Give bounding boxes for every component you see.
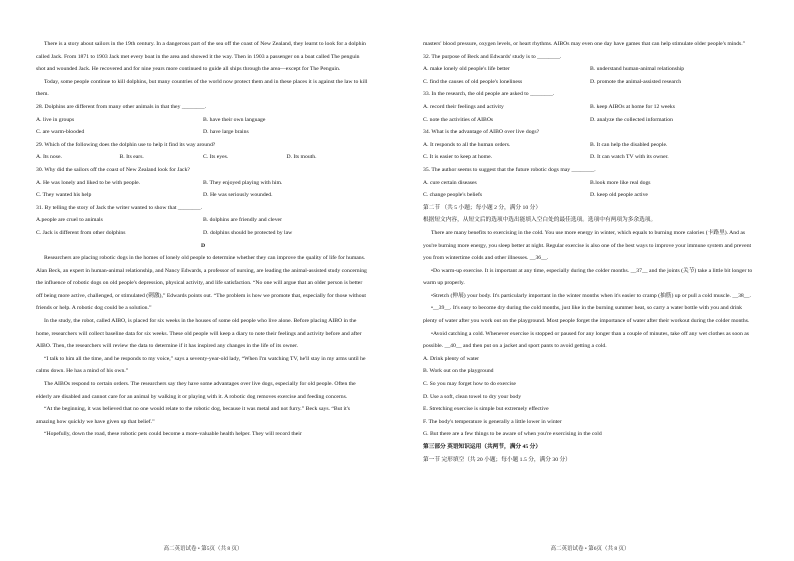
option: B. understand human-animal relationship [590,66,685,73]
gap-option: D. Use a soft, clean towel to dry your body [423,393,522,400]
option: B. dolphins are friendly and clever [203,217,282,224]
question-33: 33. In the research, the old people are asked to ________. [423,91,555,98]
option: C. Its eyes. [203,154,229,161]
question-options [423,139,757,152]
passage-d-paragraph: In the study, the robot, called AIBO, is placed for six weeks in the houses of some old people who live alone. Before placing AIBO in the home, researchers will collect baseline data for six weeks. These old people will keep a diary to note their feelings and activity before and after AIBO. Then, the researchers will review the data to determine if it has inspired any changes in the life of its owner. [36,318,362,350]
passage-d-paragraph: Researchers are placing robotic dogs in the homes of lonely old people to determine whether they can improve the quality of life for humans. Alan Beck, an expert in human-animal relationship, and Nancy Edwards, a professor of nursing, are leading the animal-assisted study concerning the influence of robotic dogs on old people's depression, physical activity, and life satisfaction. “No one will argue that an older person is better off being more active, challenged, or stimulated (刺激),” Edwards points out. “The problem is how we promote that, especially for those without friends or help. A robotic dog could be a solution.” [36,255,367,312]
question-options [423,151,757,164]
passage-c-paragraph: There is a story about sailors in the 19th century. In a dangerous part of the sea off the coast of New Zealand, they learnt to look for a dolphin called Jack. From 1871 to 1903 Jack met every boat in the area and showed it the way. Then in 1903 a passenger on a boat called The penguin shot and wounded Jack. He recovered and for nine years more continued to guide all ships through the area—except for The Penguin. [36,41,366,73]
gap-option: E. Stretching exercise is simple but extremely effective [423,406,549,413]
option: A. He was lonely and liked to be with people. [36,179,141,186]
question-options [423,101,757,114]
section-2-heading: 第二节 （共 5 小题；每小题 2 分，满分 10 分） [423,204,542,211]
option: C. are warm-blooded [36,129,85,136]
question-35: 35. The author seems to suggest that the future robotic dogs may ________. [423,166,596,173]
option: C. find the causes of old people's loneliness [423,78,523,85]
gap-fill-paragraph: •Avoid catching a cold. Whenever exercise is stopped or paused for any longer than a couple of minutes, take off any wet clothes as soon as possible. __40__ and then put on a jacket and sport pants to avoid getting a cold. [423,330,750,350]
question-options [36,189,370,202]
option: B. have their own language [203,116,266,123]
gap-option: F. The body's temperature is generally a little lower in winter [423,418,562,425]
question-28: 28. Dolphins are different from many other animals in that they ________. [36,103,207,110]
option: D. keep old people active [590,192,648,199]
option: A. cure certain diseases [423,179,477,186]
option: B. They enjoyed playing with him. [203,179,283,186]
gap-fill-paragraph: There are many benefits to exercising in the cold. You use more energy in winter, which equals to burning more calories (卡路里). And as you're burning more energy, you sleep better at night. Regular exercise is also one of the best ways to improve your immune system and prevent you from wintertime colds and other illnesses. __36__. [423,229,752,262]
option: C. They wanted his help [36,192,92,199]
option: A. Its nose. [36,154,62,161]
gap-option: G. But there are a few things to be aware of when you're exercising in the cold [423,431,602,438]
left-page-column [36,38,370,441]
passage-d-continued: masters' blood pressure, oxygen levels, or heart rhythms. AIBOs may even one day have games that can help stimulate older people's minds.” [423,41,746,47]
page-footer-left: 高二英语试卷 • 第5页（共 8 页） [163,546,243,552]
question-32: 32. The purpose of Beck and Edwards' study is to ________. [423,53,562,60]
gap-fill-paragraph: •Do warm-up exercise. It is important at any time, especially during the colder months. __37__ and the joints (关节) take a little bit longer to warm up properly. [423,267,753,287]
option: B. It can help the disabled people. [590,141,668,148]
option: D. He was seriously wounded. [203,192,273,199]
option: B. keep AIBOs at home for 12 weeks [590,103,675,110]
option: D. Its mouth. [286,154,317,161]
option: A.people are cruel to animals [36,217,103,224]
option: D. It can watch TV with its owner. [590,154,669,161]
gap-fill-paragraph: •Stretch (伸展) your body. It's particularly important in the winter months when it's easier to cramp (抽筋) up or pull a cold muscle. __38__. [431,292,751,299]
option: A. It responds to all the human orders. [423,141,511,148]
part-3-heading: 第三部分 英语知识运用（共两节，满分 45 分） [423,444,542,450]
section-heading-d: D [200,242,206,249]
question-options [36,177,370,190]
question-options [36,151,370,164]
right-page-column [423,38,757,466]
gap-option: A. Drink plenty of water [423,355,480,362]
option: A. record their feelings and activity [423,103,504,110]
option: C. note the activities of AIBOs [423,116,494,123]
option: D. promote the animal-assisted research [590,78,682,85]
option: A. make lonely old people's life better [423,66,510,73]
question-options [423,177,757,190]
option: C. change people's beliefs [423,192,483,199]
question-30: 30. Why did the sailors off the coast of New Zealand look for Jack? [36,166,190,173]
question-34: 34. What is the advantage of AIBO over live dogs? [423,129,540,136]
option: C. It is easier to keep at home. [423,154,493,161]
passage-d-paragraph: The AIBOs respond to certain orders. The researchers say they have some advantages over live dogs, especially for old people. Often the elderly are disabled and cannot care for an animal by walking it or playing with it. A robotic dog removes exercise and feeding concerns. [36,381,356,400]
gap-fill-paragraph: •__39__. It's easy to become dry during the cold months, just like in the burning summer heat, so carry a water bottle with you and drink plenty of water after you work out on the playground. Most people forget the importance of water after their workout during the colder months. [423,305,750,325]
question-31: 31. By telling the story of Jack the writer wanted to show that ________. [36,204,203,211]
passage-c-paragraph: Today, some people continue to kill dolphins, but many countries of the world now protect them and in these places it is against the law to kill them. [36,78,368,98]
question-options [423,114,757,127]
question-options [423,76,757,89]
option: A. live in groups [36,116,75,123]
question-options [36,126,370,139]
option: C. Jack is different from other dolphins [36,229,126,236]
part-3-section-1-heading: 第一节 完形填空（共 20 小题；每小题 1.5 分，满分 30 分） [423,456,571,463]
question-29: 29. Which of the following does the dolphin use to help it find its way around? [36,141,216,148]
question-options [423,63,757,76]
passage-d-paragraph: “Hopefully, down the road, these robotic pets could become a more-valuable health helper. They will record their [44,431,302,438]
option: D. dolphins should be protected by law [203,229,293,236]
question-options [36,227,370,240]
option: B.look more like real dogs [590,179,651,186]
question-options [423,189,757,202]
page-footer-right: 高二英语试卷 • 第6页（共 8 页） [550,546,630,552]
gap-option: C. So you may forget how to do exercise [423,381,516,388]
question-options [36,114,370,127]
question-options [36,214,370,227]
option: D. analyze the collected information [590,116,673,123]
passage-d-paragraph: “I talk to him all the time, and he responds to my voice,” says a seventy-year-old lady, “When I'm watching TV, he'll stay in my arms until he calms down. He has a mind of his own.” [36,355,366,375]
gap-option: B. Work out on the playground [423,368,494,375]
section-2-instructions: 根据短文内容，从短文后的选项中选出能填入空白处的最佳选项。选项中有两项为多余选项。 [423,217,657,224]
option: D. have large brains [203,129,249,136]
option: B. Its ears. [119,154,144,161]
passage-d-paragraph: “At the beginning, it was believed that no one would relate to the robotic dog, because it was metal and not furry.” Beck says. “But it's amazing how quickly we have given up that belief.” [36,406,350,425]
